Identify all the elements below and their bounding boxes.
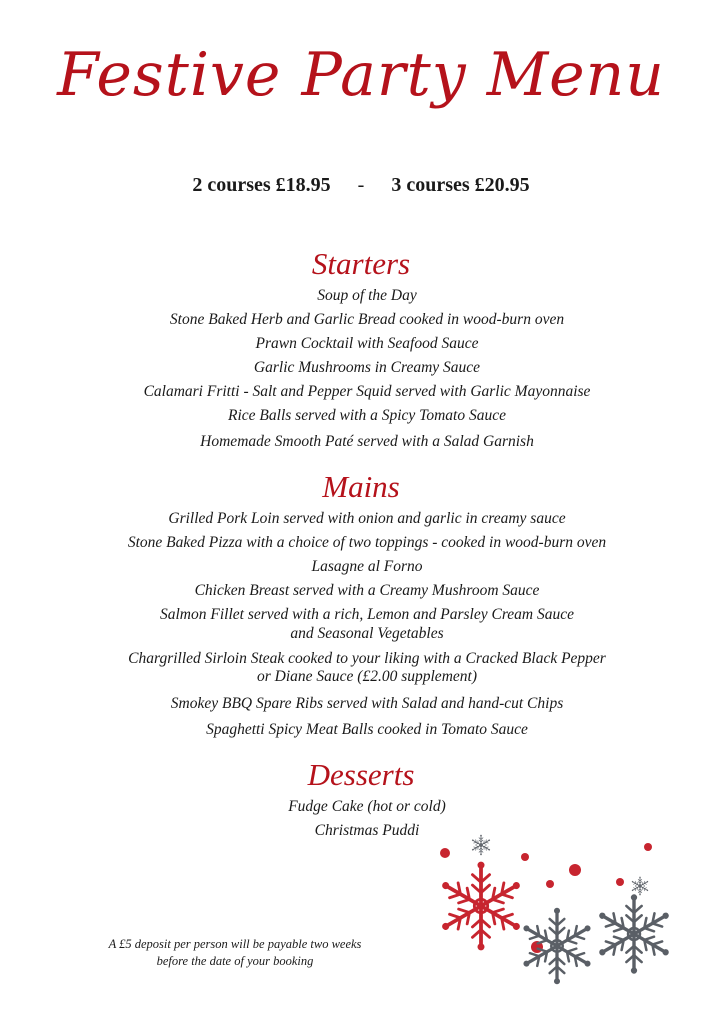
main-item: Stone Baked Pizza with a choice of two toppings - cooked in wood-burn oven [127,534,607,551]
menu-title: Festive Party Menu [57,40,665,110]
snowflake-icon [596,895,672,974]
main-item: Chargrilled Sirloin Steak cooked to your liking with a Cracked Black Pepper [128,650,606,667]
dessert-item: Fudge Cake (hot or cold) [288,798,446,815]
price-two-courses: 2 courses £18.95 [192,174,331,196]
price-line [0,174,722,197]
main-item: Salmon Fillet served with a rich, Lemon and Parsley Cream Sauce [160,606,574,623]
main-item: Smokey BBQ Spare Ribs served with Salad and hand-cut Chips [170,695,564,712]
main-item-continued: or Diane Sauce (£2.00 supplement) [257,668,477,685]
main-item-continued: and Seasonal Vegetables [290,625,444,642]
starter-item: Homemade Smooth Paté served with a Salad Garnish [200,433,534,450]
starter-item: Prawn Cocktail with Seafood Sauce [255,335,479,352]
starter-item: Garlic Mushrooms in Creamy Sauce [253,359,481,376]
price-three-courses: 3 courses £20.95 [391,174,530,196]
desserts-heading: Desserts [307,757,415,792]
deposit-note [70,936,400,970]
snowflake-decoration [420,820,720,1020]
deposit-note-line: before the date of your booking [156,954,314,968]
main-item: Spaghetti Spicy Meat Balls cooked in Tomato Sauce [206,721,528,738]
starter-item: Calamari Fritti - Salt and Pepper Squid served with Garlic Mayonnaise [143,383,591,400]
deposit-note-line: A £5 deposit per person will be payable two weeks [108,937,362,951]
starter-item: Rice Balls served with a Spicy Tomato Sauce [228,407,506,424]
dessert-item: Christmas Puddi [314,822,420,839]
snowflake-icon [631,877,649,895]
price-separator: - [357,174,365,196]
starter-item: Stone Baked Herb and Garlic Bread cooked in wood-burn oven [169,311,565,328]
starter-item: Soup of the Day [317,287,417,304]
main-item: Chicken Breast served with a Creamy Mushroom Sauce [194,582,540,599]
main-item: Grilled Pork Loin served with onion and garlic in creamy sauce [168,510,566,527]
main-item: Lasagne al Forno [311,558,423,575]
mains-heading: Mains [322,469,400,504]
snowflake-icon [439,862,524,950]
starters-heading: Starters [311,246,411,281]
